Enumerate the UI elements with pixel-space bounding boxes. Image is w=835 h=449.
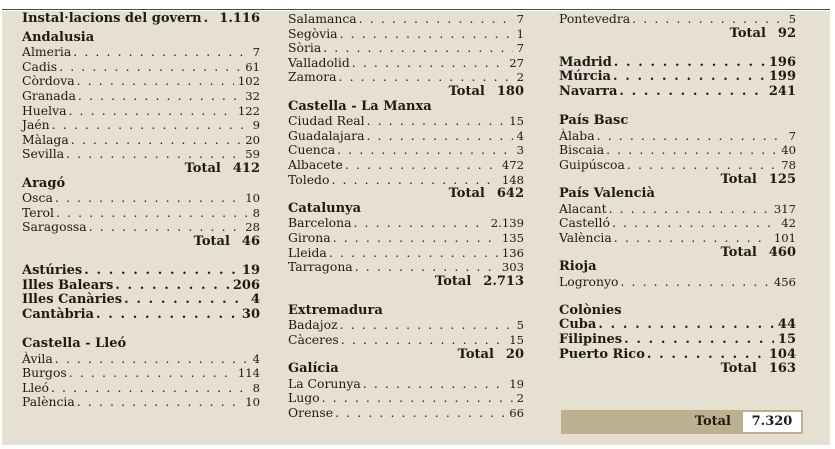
dot-leader xyxy=(55,191,241,206)
dot-leader xyxy=(204,12,216,27)
table-row xyxy=(22,118,260,133)
place-count: 19 xyxy=(241,263,260,279)
place-count: 2 xyxy=(516,391,524,406)
place-count: 20 xyxy=(245,132,260,147)
place-count: 196 xyxy=(768,54,796,70)
place-count: 2.139 xyxy=(490,216,524,231)
place-name: Madrid xyxy=(559,54,612,70)
dot-leader xyxy=(335,406,505,421)
place-name: La Corunya xyxy=(288,375,361,391)
place-name: Jaén xyxy=(22,117,50,133)
total-label: Total xyxy=(193,233,230,249)
place-count: 1 xyxy=(516,26,524,41)
dot-leader xyxy=(612,216,777,231)
table-row xyxy=(22,12,260,27)
total-value: 460 xyxy=(768,244,796,260)
place-name: Orense xyxy=(288,405,334,421)
place-count: 303 xyxy=(501,260,524,275)
region-header: Galícia xyxy=(288,361,339,377)
table-row xyxy=(559,70,796,85)
table-row xyxy=(22,206,260,221)
region-header: Castella - Lleó xyxy=(22,336,127,352)
place-name: Illes Balears xyxy=(22,277,114,293)
region-total xyxy=(22,162,260,177)
dot-leader xyxy=(340,27,513,42)
total-value: 2.713 xyxy=(483,273,524,289)
place-name: Màlaga xyxy=(22,131,69,147)
place-name: Sevilla xyxy=(22,146,65,162)
place-name: Salamanca xyxy=(288,11,357,26)
dot-leader xyxy=(627,158,777,173)
place-name: Castelló xyxy=(559,215,610,231)
place-name: Filipines xyxy=(559,332,623,348)
table-row xyxy=(559,216,796,231)
table-row xyxy=(288,41,524,56)
dot-leader xyxy=(322,391,513,406)
place-count: 1.116 xyxy=(219,11,260,26)
place-count: 7 xyxy=(516,12,524,26)
dot-leader xyxy=(597,129,785,144)
place-name: Valladolid xyxy=(288,54,350,70)
place-count: 4 xyxy=(516,128,524,143)
column-3 xyxy=(559,12,796,377)
dot-leader xyxy=(66,147,241,162)
total-label: Total xyxy=(184,160,221,176)
total-value: 20 xyxy=(505,346,524,362)
region-total xyxy=(288,85,524,100)
place-count: 66 xyxy=(509,406,524,421)
total-value: 412 xyxy=(232,160,260,176)
spacer xyxy=(559,41,796,56)
place-name: Puerto Rico xyxy=(559,346,645,362)
place-name: Osca xyxy=(22,190,53,206)
dot-leader xyxy=(115,279,229,294)
place-count: 206 xyxy=(232,277,260,293)
table-row xyxy=(288,27,524,42)
table-row xyxy=(22,293,260,308)
dot-leader xyxy=(96,308,238,323)
table-row xyxy=(288,129,524,144)
region-header: País Valencià xyxy=(559,186,655,202)
total-label: Total xyxy=(729,25,766,41)
place-name: Instal·lacions del govern xyxy=(22,11,202,26)
place-count: 4 xyxy=(250,292,260,308)
total-value: 642 xyxy=(496,186,524,202)
region-header: Rioja xyxy=(559,259,597,275)
place-name: Àlaba xyxy=(559,127,595,143)
total-value: 180 xyxy=(496,83,524,99)
place-count: 10 xyxy=(245,191,260,206)
table-row xyxy=(559,56,796,71)
spacer xyxy=(559,289,796,304)
region-total xyxy=(288,348,524,363)
place-name: Tarragona xyxy=(288,259,353,275)
place-count: 4 xyxy=(252,351,260,366)
table-row xyxy=(288,114,524,129)
place-count: 148 xyxy=(501,172,524,187)
place-count: 8 xyxy=(252,380,260,395)
table-row xyxy=(559,348,796,363)
dot-leader xyxy=(339,70,513,85)
region-header: Aragó xyxy=(22,175,66,191)
dot-leader xyxy=(614,231,770,246)
table-row xyxy=(559,318,796,333)
region-total xyxy=(288,187,524,202)
dot-leader xyxy=(52,118,249,133)
dot-leader xyxy=(340,318,513,333)
table-row xyxy=(22,220,260,235)
table-row xyxy=(22,264,260,279)
table-row xyxy=(559,231,796,246)
dot-leader xyxy=(329,246,498,261)
dot-leader xyxy=(363,377,505,392)
dot-leader xyxy=(323,41,512,56)
place-name: Barcelona xyxy=(288,215,352,231)
place-name: Guipúscoa xyxy=(559,156,625,172)
place-count: 40 xyxy=(781,143,796,158)
total-value: 46 xyxy=(241,233,260,249)
dot-leader xyxy=(331,173,497,188)
table-row xyxy=(22,74,260,89)
dot-leader xyxy=(124,293,247,308)
place-count: 10 xyxy=(245,395,260,410)
place-name: Segòvia xyxy=(288,25,338,41)
table-row xyxy=(288,158,524,173)
place-name: València xyxy=(559,229,612,245)
region-total xyxy=(559,246,796,261)
dot-leader xyxy=(55,352,249,367)
total-label: Total xyxy=(435,273,472,289)
place-count: 7 xyxy=(516,41,524,56)
grand-total-value: 7.320 xyxy=(743,412,801,432)
spacer xyxy=(288,289,524,304)
place-count: 114 xyxy=(237,366,260,381)
dot-leader xyxy=(59,60,241,75)
place-count: 199 xyxy=(768,69,796,85)
dot-leader xyxy=(89,220,242,235)
place-count: 8 xyxy=(252,205,260,220)
table-row xyxy=(288,333,524,348)
dot-leader xyxy=(77,395,242,410)
place-count: 9 xyxy=(252,118,260,133)
table-row xyxy=(22,352,260,367)
place-count: 2 xyxy=(516,70,524,85)
grand-total-label: Total xyxy=(694,414,731,429)
table-row xyxy=(288,260,524,275)
place-count: 15 xyxy=(777,332,796,348)
total-value: 163 xyxy=(768,361,796,377)
table-row xyxy=(22,104,260,119)
place-name: Biscaia xyxy=(559,142,605,158)
place-name: Ciudad Real xyxy=(288,113,365,129)
table-row xyxy=(22,395,260,410)
total-label: Total xyxy=(720,244,757,260)
table-row xyxy=(288,173,524,188)
table-row xyxy=(22,279,260,294)
table-row xyxy=(22,191,260,206)
dot-leader xyxy=(56,206,249,221)
place-name: Sòria xyxy=(288,40,322,56)
place-name: Saragossa xyxy=(22,219,87,235)
place-name: Cadis xyxy=(22,58,58,74)
place-name: Granada xyxy=(22,87,76,103)
dot-leader xyxy=(333,231,498,246)
region-header: País Basc xyxy=(559,113,629,129)
place-name: Almeria xyxy=(22,44,72,60)
table-row xyxy=(22,366,260,381)
place-count: 42 xyxy=(781,216,796,231)
dot-leader xyxy=(620,275,769,290)
dot-leader xyxy=(632,12,784,27)
dot-leader xyxy=(614,56,765,71)
place-name: Astúries xyxy=(22,263,83,279)
table-row xyxy=(288,216,524,231)
table-row xyxy=(22,60,260,75)
column-1 xyxy=(22,12,260,410)
place-name: Terol xyxy=(22,204,54,220)
table-row xyxy=(288,231,524,246)
dot-leader xyxy=(341,333,505,348)
place-name: Còrdova xyxy=(22,73,75,89)
region-header: Andalusia xyxy=(22,29,95,45)
place-name: Burgos xyxy=(22,365,67,381)
place-count: 135 xyxy=(501,230,524,245)
place-count: 15 xyxy=(509,333,524,348)
place-name: Cantàbria xyxy=(22,306,94,322)
column-2 xyxy=(288,12,524,421)
dot-leader xyxy=(68,104,233,119)
table-row xyxy=(22,89,260,104)
table-row xyxy=(559,158,796,173)
dot-leader xyxy=(606,143,777,158)
table-row xyxy=(288,391,524,406)
dot-leader xyxy=(73,45,248,60)
place-count: 241 xyxy=(768,83,796,99)
dot-leader xyxy=(51,381,249,396)
place-count: 19 xyxy=(509,376,524,391)
place-name: Huelva xyxy=(22,102,67,118)
place-count: 30 xyxy=(241,306,260,322)
region-header: Extremadura xyxy=(288,302,383,318)
table-row xyxy=(559,12,796,27)
table-row xyxy=(559,275,796,290)
place-name: Càceres xyxy=(288,332,339,348)
place-count: 61 xyxy=(245,59,260,74)
place-name: Àvila xyxy=(22,350,53,366)
place-count: 456 xyxy=(773,274,796,289)
place-count: 15 xyxy=(509,114,524,129)
place-count: 28 xyxy=(245,220,260,235)
place-name: Cuenca xyxy=(288,142,336,158)
table-row xyxy=(288,246,524,261)
table-row xyxy=(22,133,260,148)
place-count: 317 xyxy=(773,201,796,216)
place-count: 5 xyxy=(516,318,524,333)
table-row xyxy=(288,318,524,333)
place-count: 7 xyxy=(252,45,260,60)
total-value: 92 xyxy=(777,25,796,41)
place-name: Guadalajara xyxy=(288,127,365,143)
top-rule xyxy=(2,9,830,10)
region-header: Castella - La Manxa xyxy=(288,98,432,114)
table-row xyxy=(22,308,260,323)
total-label: Total xyxy=(448,83,485,99)
place-name: Illes Canàries xyxy=(22,292,123,308)
place-name: Alacant xyxy=(559,200,607,216)
table-row xyxy=(288,56,524,71)
place-count: 27 xyxy=(509,55,524,70)
place-count: 5 xyxy=(788,12,796,26)
spacer xyxy=(559,100,796,115)
place-name: Múrcia xyxy=(559,69,611,85)
place-name: Zamora xyxy=(288,69,337,85)
dot-leader xyxy=(613,70,765,85)
place-name: Badajoz xyxy=(288,317,338,333)
dot-leader xyxy=(352,56,505,71)
place-count: 472 xyxy=(501,157,524,172)
place-count: 7 xyxy=(788,128,796,143)
table-row xyxy=(22,45,260,60)
place-count: 59 xyxy=(245,147,260,162)
table-row xyxy=(288,377,524,392)
dot-leader xyxy=(77,74,234,89)
region-total xyxy=(22,235,260,250)
place-name: Toledo xyxy=(288,171,330,187)
dot-leader xyxy=(598,318,774,333)
table-row xyxy=(559,333,796,348)
table-row xyxy=(288,70,524,85)
total-label: Total xyxy=(720,361,757,377)
region-header: Colònies xyxy=(559,302,622,318)
dot-leader xyxy=(84,264,238,279)
place-name: Lleó xyxy=(22,379,49,395)
place-count: 136 xyxy=(501,245,524,260)
table-row xyxy=(288,143,524,158)
total-value: 125 xyxy=(768,171,796,187)
table-row xyxy=(22,381,260,396)
place-name: Navarra xyxy=(559,83,618,99)
place-count: 104 xyxy=(768,346,796,362)
region-total xyxy=(559,362,796,377)
spacer xyxy=(22,250,260,265)
total-label: Total xyxy=(448,186,485,202)
dot-leader xyxy=(359,12,513,27)
place-count: 32 xyxy=(245,88,260,103)
place-count: 102 xyxy=(237,74,260,89)
region-total xyxy=(288,275,524,290)
place-name: Lleida xyxy=(288,244,327,260)
region-total xyxy=(559,173,796,188)
place-count: 3 xyxy=(516,143,524,158)
dot-leader xyxy=(353,216,486,231)
table-row xyxy=(22,147,260,162)
dot-leader xyxy=(366,129,512,144)
table-row xyxy=(559,85,796,100)
region-header: Catalunya xyxy=(288,200,362,216)
dot-leader xyxy=(78,89,241,104)
dot-leader xyxy=(345,158,498,173)
dot-leader xyxy=(624,333,774,348)
spacer xyxy=(22,322,260,337)
place-name: Pontevedra xyxy=(559,11,631,26)
dot-leader xyxy=(609,202,770,217)
table-row xyxy=(559,143,796,158)
place-count: 78 xyxy=(781,157,796,172)
table-row xyxy=(559,202,796,217)
dot-leader xyxy=(337,143,513,158)
table-row xyxy=(288,12,524,27)
dot-leader xyxy=(69,366,234,381)
total-label: Total xyxy=(457,346,494,362)
dot-leader xyxy=(367,114,506,129)
place-name: Cuba xyxy=(559,317,597,333)
place-count: 44 xyxy=(777,317,796,333)
grand-total-box xyxy=(561,410,803,434)
place-name: Girona xyxy=(288,229,331,245)
table-row xyxy=(559,129,796,144)
region-total xyxy=(559,27,796,42)
dot-leader xyxy=(619,85,764,100)
place-name: Albacete xyxy=(288,156,343,172)
place-name: Logronyo xyxy=(559,273,619,289)
dot-leader xyxy=(71,133,241,148)
place-name: Lugo xyxy=(288,390,320,406)
total-label: Total xyxy=(720,171,757,187)
place-count: 122 xyxy=(237,103,260,118)
table-row xyxy=(288,406,524,421)
dot-leader xyxy=(647,348,765,363)
dot-leader xyxy=(355,260,498,275)
place-count: 101 xyxy=(773,230,796,245)
place-name: Palència xyxy=(22,394,75,410)
